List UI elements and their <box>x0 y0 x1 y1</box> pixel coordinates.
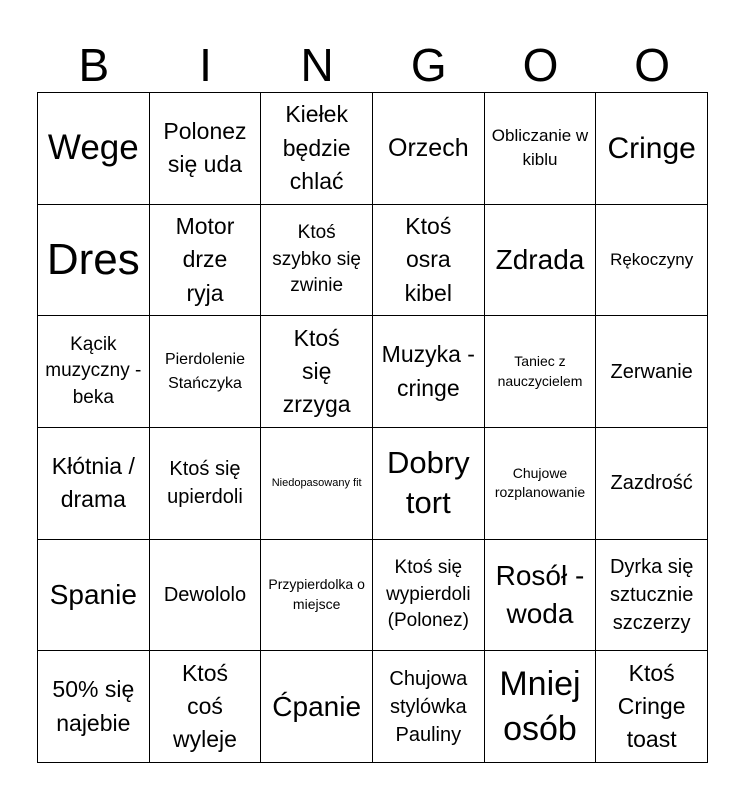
bingo-header <box>38 36 708 94</box>
cell-text: Kącik muzyczny - beka <box>45 333 142 408</box>
bingo-cell[interactable] <box>261 205 373 317</box>
bingo-cell[interactable] <box>38 316 150 428</box>
cell-text: 50% się najebie <box>52 676 135 736</box>
bingo-cell[interactable] <box>596 540 708 652</box>
cell-text: Motor drze ryja <box>175 212 235 306</box>
bingo-cell[interactable] <box>373 651 485 763</box>
cell-text: Cringe <box>607 131 696 165</box>
cell-text: Dres <box>46 234 140 284</box>
cell-text: Ktoś się wypierdoli (Polonez) <box>386 557 471 632</box>
cell-text: Ktoś się upierdoli <box>167 458 243 509</box>
cell-text: Kłótnia / drama <box>51 452 135 513</box>
bingo-cell[interactable] <box>596 205 708 317</box>
cell-text: Dobry tort <box>386 445 470 521</box>
header-letter-b: B <box>78 39 110 91</box>
bingo-cell[interactable] <box>38 540 150 652</box>
cell-text: Niedopasowany fit <box>271 477 362 490</box>
bingo-cell[interactable] <box>150 540 262 652</box>
cell-text: Chujowa stylówka Pauliny <box>389 667 468 746</box>
cell-text: Orzech <box>388 134 469 163</box>
cell-text: Taniec z nauczycielem <box>497 353 583 389</box>
cell-text: Polonez się uda <box>163 117 247 178</box>
bingo-cell[interactable] <box>373 93 485 205</box>
cell-text: Dewololo <box>163 583 247 606</box>
cell-text: Ktoś Cringe toast <box>617 659 686 753</box>
bingo-cell[interactable] <box>150 316 262 428</box>
bingo-cell[interactable] <box>596 428 708 540</box>
cell-text: Ktoś szybko się zwinie <box>272 222 361 297</box>
bingo-cell[interactable] <box>38 93 150 205</box>
header-letter-o: O <box>522 39 559 91</box>
bingo-cell[interactable] <box>485 651 597 763</box>
bingo-cell[interactable] <box>261 428 373 540</box>
cell-text: Zazdrość <box>610 472 693 495</box>
bingo-cell[interactable] <box>261 540 373 652</box>
cell-text: Ktoś się zrzyga <box>282 324 351 418</box>
bingo-cell[interactable] <box>261 316 373 428</box>
bingo-cell[interactable] <box>485 428 597 540</box>
bingo-cell[interactable] <box>485 540 597 652</box>
bingo-cell[interactable] <box>150 205 262 317</box>
header-letter-n: N <box>300 39 334 91</box>
bingo-cell[interactable] <box>485 316 597 428</box>
cell-text: Mniej osób <box>499 665 581 748</box>
cell-text: Pierdolenie Stańczyka <box>164 351 246 392</box>
bingo-cell[interactable] <box>485 205 597 317</box>
header-letter-i: I <box>199 39 212 91</box>
bingo-grid <box>37 92 708 763</box>
header-letter-g: G <box>410 39 447 91</box>
bingo-cell[interactable] <box>261 651 373 763</box>
cell-text: Ktoś osra kibel <box>404 212 452 306</box>
bingo-cell[interactable] <box>150 651 262 763</box>
bingo-cell[interactable] <box>38 651 150 763</box>
bingo-cell[interactable] <box>485 93 597 205</box>
bingo-cell[interactable] <box>373 428 485 540</box>
bingo-cell[interactable] <box>596 651 708 763</box>
cell-text: Rękoczyny <box>610 249 694 269</box>
bingo-cell[interactable] <box>261 93 373 205</box>
bingo-cell[interactable] <box>150 93 262 205</box>
cell-text: Ktoś coś wyleje <box>173 659 237 753</box>
cell-text: Rosół - woda <box>495 560 585 629</box>
cell-text: Obliczanie w kiblu <box>491 125 589 170</box>
cell-text: Zdrada <box>495 244 585 276</box>
bingo-cell[interactable] <box>38 205 150 317</box>
cell-text: Ćpanie <box>272 690 362 722</box>
bingo-cell[interactable] <box>38 428 150 540</box>
bingo-cell[interactable] <box>373 540 485 652</box>
bingo-cell[interactable] <box>373 205 485 317</box>
bingo-cell[interactable] <box>150 428 262 540</box>
bingo-cell[interactable] <box>596 93 708 205</box>
cell-text: Wege <box>47 128 139 168</box>
header-letter-o-2: O <box>634 39 671 91</box>
cell-text: Przypierdolka o miejsce <box>268 576 365 612</box>
cell-text: Dyrka się sztucznie szczerzy <box>609 555 694 634</box>
bingo-cell[interactable] <box>596 316 708 428</box>
cell-text: Kiełek będzie chlać <box>282 101 351 194</box>
cell-text: Spanie <box>49 579 137 611</box>
bingo-cell[interactable] <box>373 316 485 428</box>
cell-text: Zerwanie <box>610 360 693 383</box>
cell-text: Chujowe rozplanowanie <box>494 464 586 501</box>
cell-text: Muzyka - cringe <box>381 341 475 401</box>
